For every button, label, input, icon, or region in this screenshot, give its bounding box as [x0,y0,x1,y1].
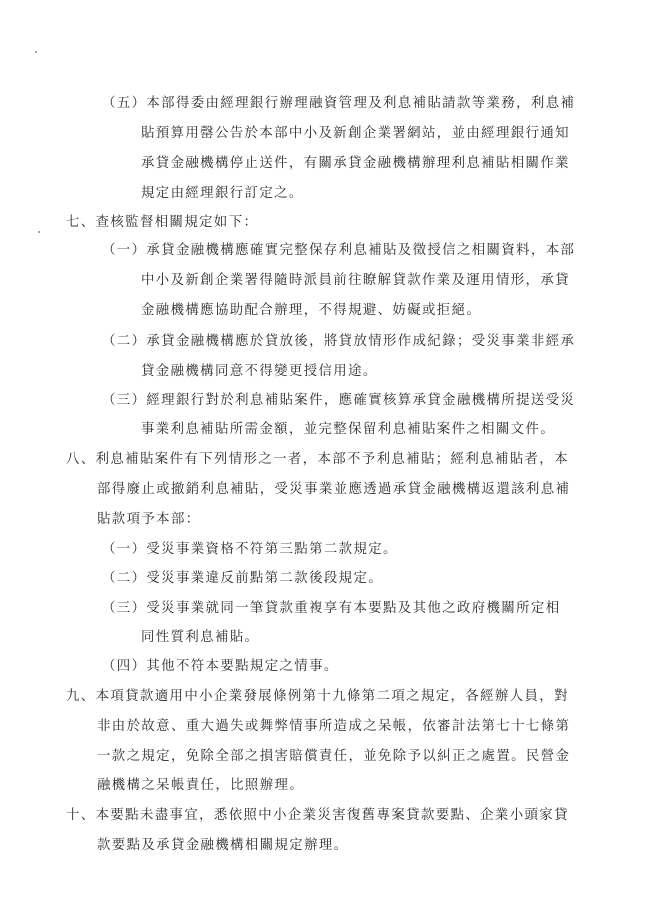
text-line: （二）承貸金融機構應於貸放後，將貸放情形作成紀錄；受災事業非經承 [102,334,576,349]
section-heading: 八、利息補貼案件有下列情形之一者，本部不予利息補貼；經利息補貼者，本 [66,452,569,467]
text-line: 部得廢止或撤銷利息補貼，受災事業並應透過承貸金融機構返還該利息補 [97,482,571,497]
text-line: （一）承貸金融機構應確實完整保存利息補貼及徵授信之相關資料，本部 [102,243,576,258]
text-line: 一款之規定，免除全部之損害賠償責任，並免除予以糾正之處置。民營金 [97,749,571,764]
text-line: 貼預算用罄公告於本部中小及新創企業署網站，並由經理銀行通知 [141,126,570,141]
section-heading: 九、本項貸款適用中小企業發展條例第十九條第二項之規定，各經辦人員，對 [66,689,569,704]
text-line: 貸金融機構同意不得變更授信用途。 [141,364,378,379]
text-line: 貼款項予本部： [97,512,201,527]
text-line: 融機構之呆帳責任，比照辦理。 [97,778,305,793]
text-line: （二）受災事業違反前點第二款後段規定。 [102,571,384,586]
text-line: （五）本部得委由經理銀行辦理融資管理及利息補貼請款等業務，利息補 [102,96,576,111]
scan-speck [38,231,40,233]
text-line: 事業利息補貼所需金額，並完整保留利息補貼案件之相關文件。 [141,422,556,437]
section-heading: 十、本要點未盡事宜，悉依照中小企業災害復舊專案貸款要點、企業小頭家貸 [66,808,569,823]
text-line: 同性質利息補貼。 [141,630,260,645]
section-heading: 七、查核監督相關規定如下： [66,215,259,230]
text-line: （三）經理銀行對於利息補貼案件，應確實核算承貸金融機構所提送受災 [102,393,576,408]
text-line: 款要點及承貸金融機構相關規定辦理。 [97,838,349,853]
scan-speck [35,51,37,53]
text-line: 承貸金融機構停止送件，有關承貸金融機構辦理利息補貼相關作業 [141,156,570,171]
text-line: 非由於故意、重大過失或舞弊情事所造成之呆帳，依審計法第七十七條第 [97,719,571,734]
text-line: 規定由經理銀行訂定之。 [141,186,304,201]
text-line: （三）受災事業就同一筆貸款重複享有本要點及其他之政府機關所定相 [102,601,561,616]
text-line: （一）受災事業資格不符第三點第二款規定。 [102,542,398,557]
text-line: （四）其他不符本要點規定之情事。 [102,659,339,674]
text-line: 金融機構應協助配合辦理，不得規避、妨礙或拒絕。 [141,303,482,318]
text-line: 中小及新創企業署得隨時派員前往瞭解貸款作業及運用情形，承貸 [141,273,570,288]
